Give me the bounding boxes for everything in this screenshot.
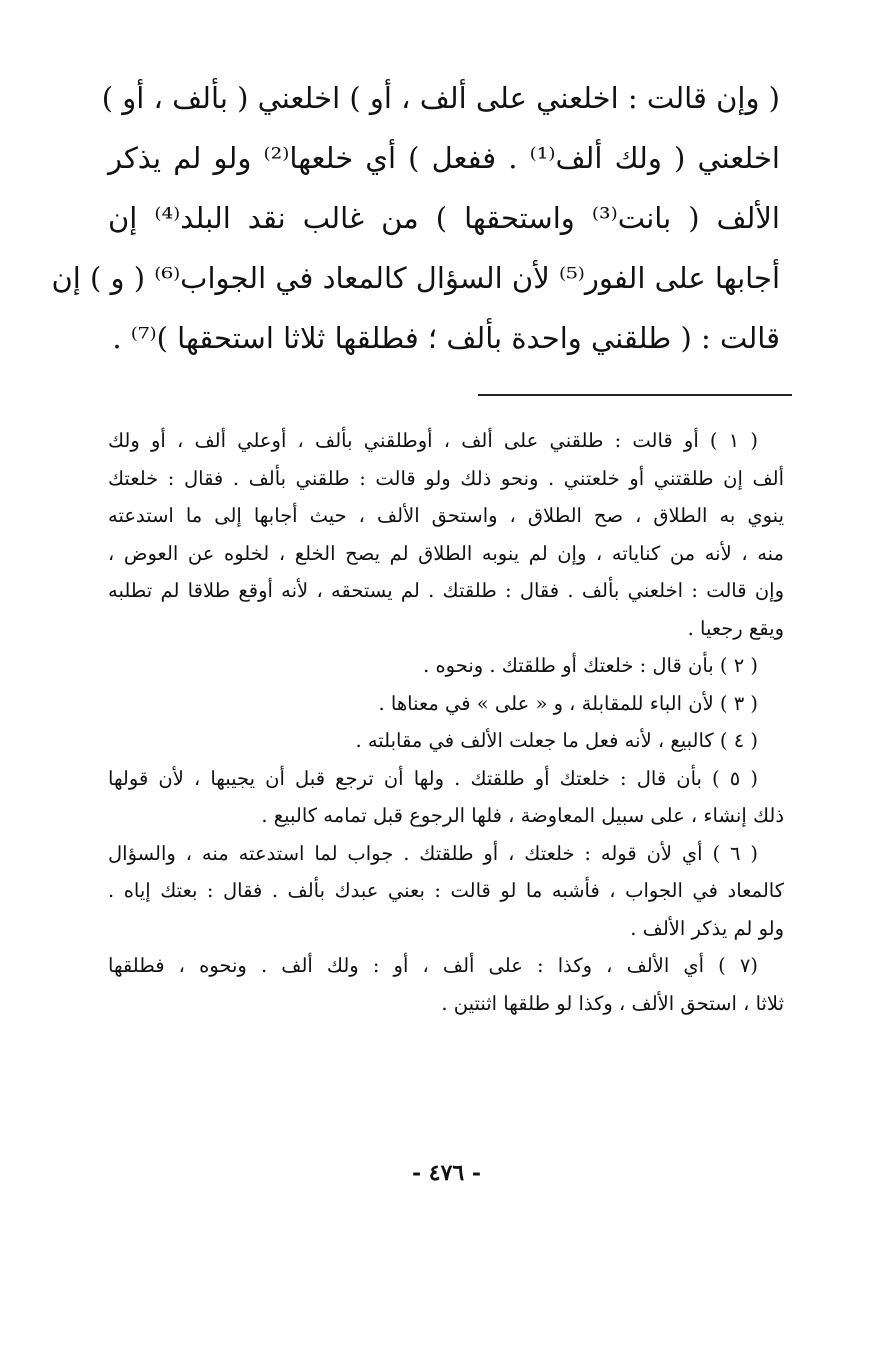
- footnote-line: ( ٢ ) بأن قال : خلعتك أو طلقتك . ونحوه .: [423, 654, 758, 677]
- footnote-line: ألف إن طلقتني أو خلعتني . ونحو ذلك ولو قالت : طلقني بألف . فقال : خلعتك: [108, 466, 784, 490]
- page-number: - ٤٧٦ -: [411, 1160, 482, 1186]
- footnote-line: كالمعاد في الجواب ، فأشبه ما لو قالت : بعني عبدك بألف . فقال : بعتك إياه .: [108, 879, 784, 902]
- footnote-line: (٧ ) أي الألف ، وكذا : على ألف ، أو : ولك ألف . ونحوه ، فطلقها: [108, 954, 759, 977]
- footnote-6: [108, 835, 784, 948]
- footnote-line: ( ٦ ) أي لأن قوله : خلعتك ، أو طلقتك . جواب لما استدعته منه ، والسؤال: [108, 841, 758, 865]
- footnote-line: ( ٥ ) بأن قال : خلعتك أو طلقتك . ولها أن ترجع قبل أن يجيبها ، لأن قولها: [108, 766, 759, 790]
- footnote-5: [108, 760, 784, 835]
- footnote-line: ( ١ ) أو قالت : طلقني على ألف ، أوطلقني بألف ، أوعلي ألف ، أو ولك: [108, 429, 758, 452]
- footnote-line: ينوي به الطلاق ، صح الطلاق ، واستحق الألف ، حيث أجابها إلى ما استدعته: [108, 504, 784, 527]
- main-text-line: اخلعني ( ولك ألف⁽¹⁾ . ففعل ) أي خلعها⁽²⁾ ولو لم يذكر: [108, 141, 780, 175]
- main-text-line: أجابها على الفور⁽⁵⁾ لأن السؤال كالمعاد في الجواب⁽⁶⁾ ( و ) إن: [51, 261, 780, 295]
- footnote-2: [108, 647, 784, 685]
- main-text-line: ( وإن قالت : اخلعني على ألف ، أو ) اخلعني ( بألف ، أو ): [101, 81, 780, 115]
- footnote-3: [108, 685, 784, 723]
- footnote-separator: [478, 394, 792, 396]
- footnote-line: ذلك إنشاء ، على سبيل المعاوضة ، فلها الرجوع قبل تمامه كالبيع .: [261, 804, 784, 827]
- footnote-line: منه ، لأنه من كناياته ، وإن لم ينوبه الطلاق لم يصح الخلع ، لخلوه عن العوض ،: [108, 541, 784, 565]
- footnote-line: وإن قالت : اخلعني بألف . فقال : طلقتك . لم يستحقه ، لأنه أوقع طلاقا لم تطلبه: [108, 579, 784, 602]
- footnote-line: ولو لم يذكر الألف .: [630, 916, 784, 940]
- footnote-line: ويقع رجعيا .: [687, 616, 784, 640]
- footnote-7: [108, 947, 784, 1022]
- footnote-4: [108, 722, 784, 760]
- main-text-block: [51, 68, 780, 368]
- footnote-line: ( ٣ ) لأن الباء للمقابلة ، و « على » في معناها .: [378, 691, 758, 715]
- footnote-line: ثلاثا ، استحق الألف ، وكذا لو طلقها اثنتين .: [441, 991, 784, 1015]
- main-text-line: الألف ( بانت⁽³⁾ واستحقها ) من غالب نقد البلد⁽⁴⁾ إن: [108, 201, 780, 235]
- main-text-line: قالت : ( طلقني واحدة بألف ؛ فطلقها ثلاثا استحقها )⁽⁷⁾ .: [112, 321, 780, 355]
- footnotes-block: [108, 422, 784, 1022]
- footnote-1: [108, 422, 784, 647]
- footnote-line: ( ٤ ) كالبيع ، لأنه فعل ما جعلت الألف في مقابلته .: [355, 729, 758, 752]
